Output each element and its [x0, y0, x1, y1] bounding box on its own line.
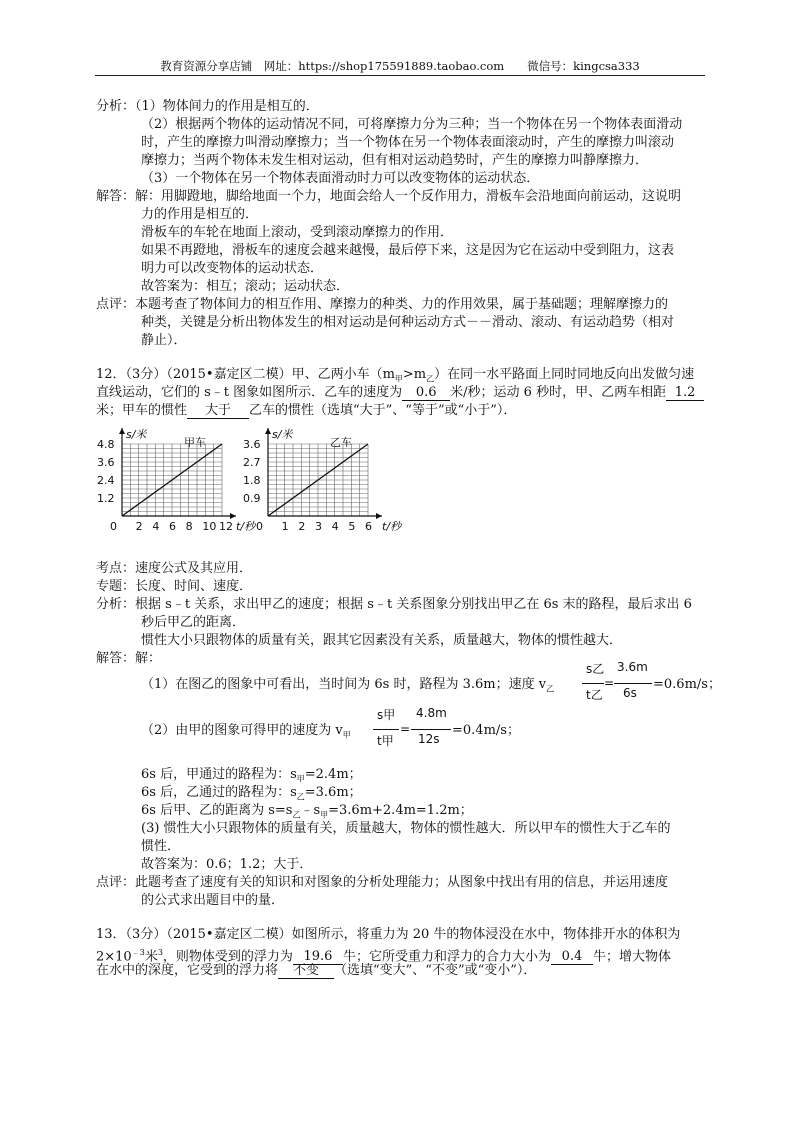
q11-answer-line: 如果不再蹬地，滑板车的速度会越来越慢，最后停下来，这是因为它在运动中受到阻力，这表 — [141, 243, 675, 258]
text: 2×10 — [96, 949, 132, 965]
text: =3.6m； — [304, 785, 362, 800]
label: 点评： — [96, 875, 136, 890]
q12-comment-line: 的公式求出题目中的量． — [141, 893, 285, 908]
text: 米；甲车的惯性 — [96, 403, 188, 418]
answer-blank-speed: 0.6 — [402, 385, 450, 401]
frac2-num1: s甲 — [377, 708, 396, 722]
x-tick-label: 6 — [169, 520, 176, 533]
label: 分析： — [96, 99, 136, 114]
frac1-num1: s乙 — [586, 662, 605, 676]
superscript: 3 — [157, 948, 163, 957]
frac2-den1: t甲 — [377, 734, 394, 748]
answer-blank-net-force: 0.4 — [551, 949, 593, 965]
text: 6s 后，甲通过的路程为：s — [141, 767, 297, 782]
superscript: ﹣3 — [131, 948, 145, 957]
text: 长度、时间、速度． — [135, 579, 253, 594]
x-axis-label: t/秒 — [382, 520, 402, 533]
subscript: 甲 — [296, 774, 305, 784]
text: 6s 后，乙通过的路程为：s — [141, 785, 297, 800]
y-tick-label: 1.8 — [243, 474, 261, 487]
x-tick-label: 0 — [110, 520, 117, 533]
chart-yi — [238, 418, 404, 538]
text: 解： — [135, 651, 162, 666]
q12-step1 — [141, 676, 554, 698]
x-tick-label: 6 — [365, 520, 372, 533]
frac2-num2: 4.8m — [416, 706, 447, 720]
subscript: 乙 — [546, 684, 555, 694]
text: >m — [402, 367, 427, 382]
label: 解答： — [96, 651, 136, 666]
q11-answer-line: 故答案为：相互；滚动；运动状态． — [141, 279, 350, 294]
q11-answer-line: 滑板车的车轮在地面上滚动，受到滚动摩擦力的作用． — [141, 225, 454, 240]
x-tick-label: 4 — [331, 520, 339, 533]
x-axis-arrow — [376, 513, 382, 519]
q13-line3 — [96, 962, 536, 979]
q12-step6: (3) 惯性大小只跟物体的质量有关，质量越大，物体的惯性越大．所以甲车的惯性大于乙车的 — [141, 821, 671, 836]
q13-line1: 13．（3分）（2015•嘉定区二模）如图所示，将重力为 20 牛的物体浸没在水中，物体排开水的体积为 — [96, 927, 681, 942]
chart-jia — [92, 418, 258, 538]
q12-final-answer: 故答案为：0.6；1.2；大于． — [141, 857, 313, 872]
y-axis-label: s/米 — [272, 428, 293, 441]
x-tick-label: 1 — [281, 520, 289, 533]
frac1-bar2 — [614, 683, 652, 684]
label: 解答： — [96, 189, 136, 204]
subscript: 乙 — [426, 374, 435, 384]
frac2-den2: 12s — [418, 732, 440, 746]
x-tick-label: 4 — [152, 520, 160, 533]
x-tick-label: 8 — [185, 520, 193, 533]
y-tick-label: 2.4 — [97, 474, 115, 487]
frac2-bar2 — [411, 729, 451, 730]
x-tick-label: 2 — [135, 520, 143, 533]
q11-analysis-line: 摩擦力；当两个物体未发生相对运动，但有相对运动趋势时，产生的摩擦力叫静摩擦力． — [141, 153, 649, 168]
x-tick-label: 10 — [202, 520, 217, 533]
frac1-den2: 6s — [623, 686, 637, 700]
text: 12．（3分）（2015•嘉定区二模）甲、乙两小车（m — [96, 367, 395, 382]
frac1-den1: t乙 — [586, 688, 603, 702]
answer-blank-buoyancy: 19.6 — [293, 949, 343, 965]
label: 分析： — [96, 597, 136, 612]
q12-stem-line2 — [96, 384, 704, 401]
text: （1）在图乙的图象中可看出，当时间为 6s 时，路程为 3.6m；速度 v — [141, 677, 547, 692]
q11-analysis-line: 时，产生的摩擦力叫滑动摩擦力；当一个物体在另一个物体表面滚动时，产生的摩擦力叫滚动 — [141, 135, 675, 150]
page-header: 教育资源分享店铺 网址：https://shop175591889.taobao.com 微信号：kingcsa333 — [160, 59, 640, 73]
subscript: 乙 — [292, 810, 301, 820]
q11-answer — [96, 188, 681, 205]
q11-comment-line: 静止）． — [141, 333, 187, 348]
text: （2）由甲的图象可得甲的速度为 v — [141, 723, 343, 738]
frac1-num2: 3.6m — [617, 660, 648, 674]
text: 6s 后甲、乙的距离为 s=s — [141, 803, 293, 818]
q12-step6-cont: 惯性． — [141, 839, 181, 854]
text: 牛；它所受重力和浮力的合力大小为 — [342, 949, 551, 965]
text: ﹣s — [300, 803, 321, 818]
text: 在水中的深度，它受到的浮力将 — [96, 963, 279, 978]
q11-analysis-line: （3）一个物体在另一个物体表面滑动时力可以改变物体的运动状态． — [141, 171, 540, 186]
text: ，则物体受到的浮力为 — [162, 949, 293, 965]
answer-blank-inertia: 大于 — [187, 403, 249, 419]
q11-comment — [96, 296, 668, 313]
q11-analysis — [96, 98, 319, 115]
q12-step2-result: =0.4m/s； — [452, 723, 520, 738]
q11-answer-line: 明力可以改变物体的运动状态． — [141, 261, 324, 276]
q12-comment — [96, 874, 668, 891]
y-axis-arrow — [265, 428, 271, 434]
text: （选填“变大”、“不变”或“变小”）． — [334, 963, 537, 978]
q12-analysis — [96, 596, 692, 613]
text: 本题考查了物体间力的相互作用、摩擦力的种类、力的作用效果，属于基础题；理解摩擦力的 — [135, 297, 669, 312]
text: 根据 s﹣t 关系，求出甲乙的速度；根据 s﹣t 关系图象分别找出甲乙在 6s 末的路程，最后求出 6 — [135, 597, 692, 612]
q12-kaodian — [96, 560, 252, 577]
q12-step1-result: =0.6m/s； — [653, 677, 721, 692]
label: 专题： — [96, 579, 136, 594]
subscript: 甲 — [342, 730, 351, 740]
q12-analysis-line: 秒后甲乙的距离． — [141, 615, 246, 630]
q12-stem-line3 — [96, 402, 516, 419]
q11-comment-line: 种类，关键是分析出物体发生的相对运动是何种运动方式－－滑动、滚动、有运动趋势（相对 — [141, 315, 675, 330]
q12-answer — [96, 650, 161, 667]
text: =2.4m； — [304, 767, 362, 782]
x-axis-arrow — [230, 513, 236, 519]
text: （1）物体间力的作用是相互的． — [135, 99, 319, 114]
x-tick-label: 2 — [298, 520, 306, 533]
x-axis-label: t/秒 — [236, 520, 256, 533]
q11-answer-line: 力的作用是相互的． — [141, 207, 259, 222]
chart-title: 乙车 — [330, 436, 352, 449]
text: 速度公式及其应用． — [135, 561, 253, 576]
y-tick-label: 3.6 — [243, 438, 261, 451]
chart-title: 甲车 — [184, 436, 206, 449]
text: 牛；增大物体 — [592, 949, 671, 965]
label: 点评： — [96, 297, 136, 312]
x-tick-label: 0 — [256, 520, 263, 533]
text: =3.6m+2.4m=1.2m； — [328, 803, 473, 818]
text: ）在同一水平路面上同时同地反向出发做匀速 — [434, 367, 695, 382]
x-tick-label: 3 — [315, 520, 322, 533]
frac1-bar1 — [582, 683, 604, 684]
text: 此题考查了速度有关的知识和对图象的分析处理能力；从图象中找出有用的信息，并运用速度 — [135, 875, 669, 890]
y-tick-label: 4.8 — [97, 438, 115, 451]
text: 解：用脚蹬地，脚给地面一个力，地面会给人一个反作用力，滑板车会沿地面向前运动，这说明 — [135, 189, 682, 204]
y-tick-label: 0.9 — [243, 492, 261, 505]
subscript: 乙 — [296, 792, 305, 802]
q11-analysis-line: （2）根据两个物体的运动情况不同，可将摩擦力分为三种；当一个物体在另一个物体表面滑动 — [141, 117, 683, 132]
equals: = — [604, 676, 615, 690]
subscript: 甲 — [394, 374, 403, 384]
answer-blank-distance: 1.2 — [666, 385, 704, 401]
text: 乙车的惯性（选填“大于”、“等于”或“小于”）． — [249, 403, 517, 418]
y-tick-label: 1.2 — [97, 492, 115, 505]
y-axis-arrow — [119, 428, 125, 434]
x-tick-label: 5 — [348, 520, 356, 533]
text: 米 — [144, 949, 158, 965]
text: 米/秒；运动 6 秒时，甲、乙两车相距 — [450, 385, 667, 400]
answer-blank-change: 不变 — [278, 963, 334, 979]
q12-step2 — [141, 722, 351, 744]
equals: = — [400, 722, 411, 736]
text: 直线运动，它们的 s﹣t 图象如图所示．乙车的速度为 — [96, 385, 403, 400]
y-tick-label: 3.6 — [97, 456, 115, 469]
header-divider — [95, 75, 705, 76]
x-tick-label: 12 — [219, 520, 233, 533]
q12-analysis-line: 惯性大小只跟物体的质量有关，跟其它因素没有关系，质量越大，物体的惯性越大． — [141, 633, 623, 648]
frac2-bar1 — [373, 729, 399, 730]
y-tick-label: 2.7 — [243, 456, 261, 469]
q12-zhuanti — [96, 578, 252, 595]
label: 考点： — [96, 561, 136, 576]
subscript: 甲 — [320, 810, 329, 820]
y-axis-label: s/米 — [126, 428, 147, 441]
